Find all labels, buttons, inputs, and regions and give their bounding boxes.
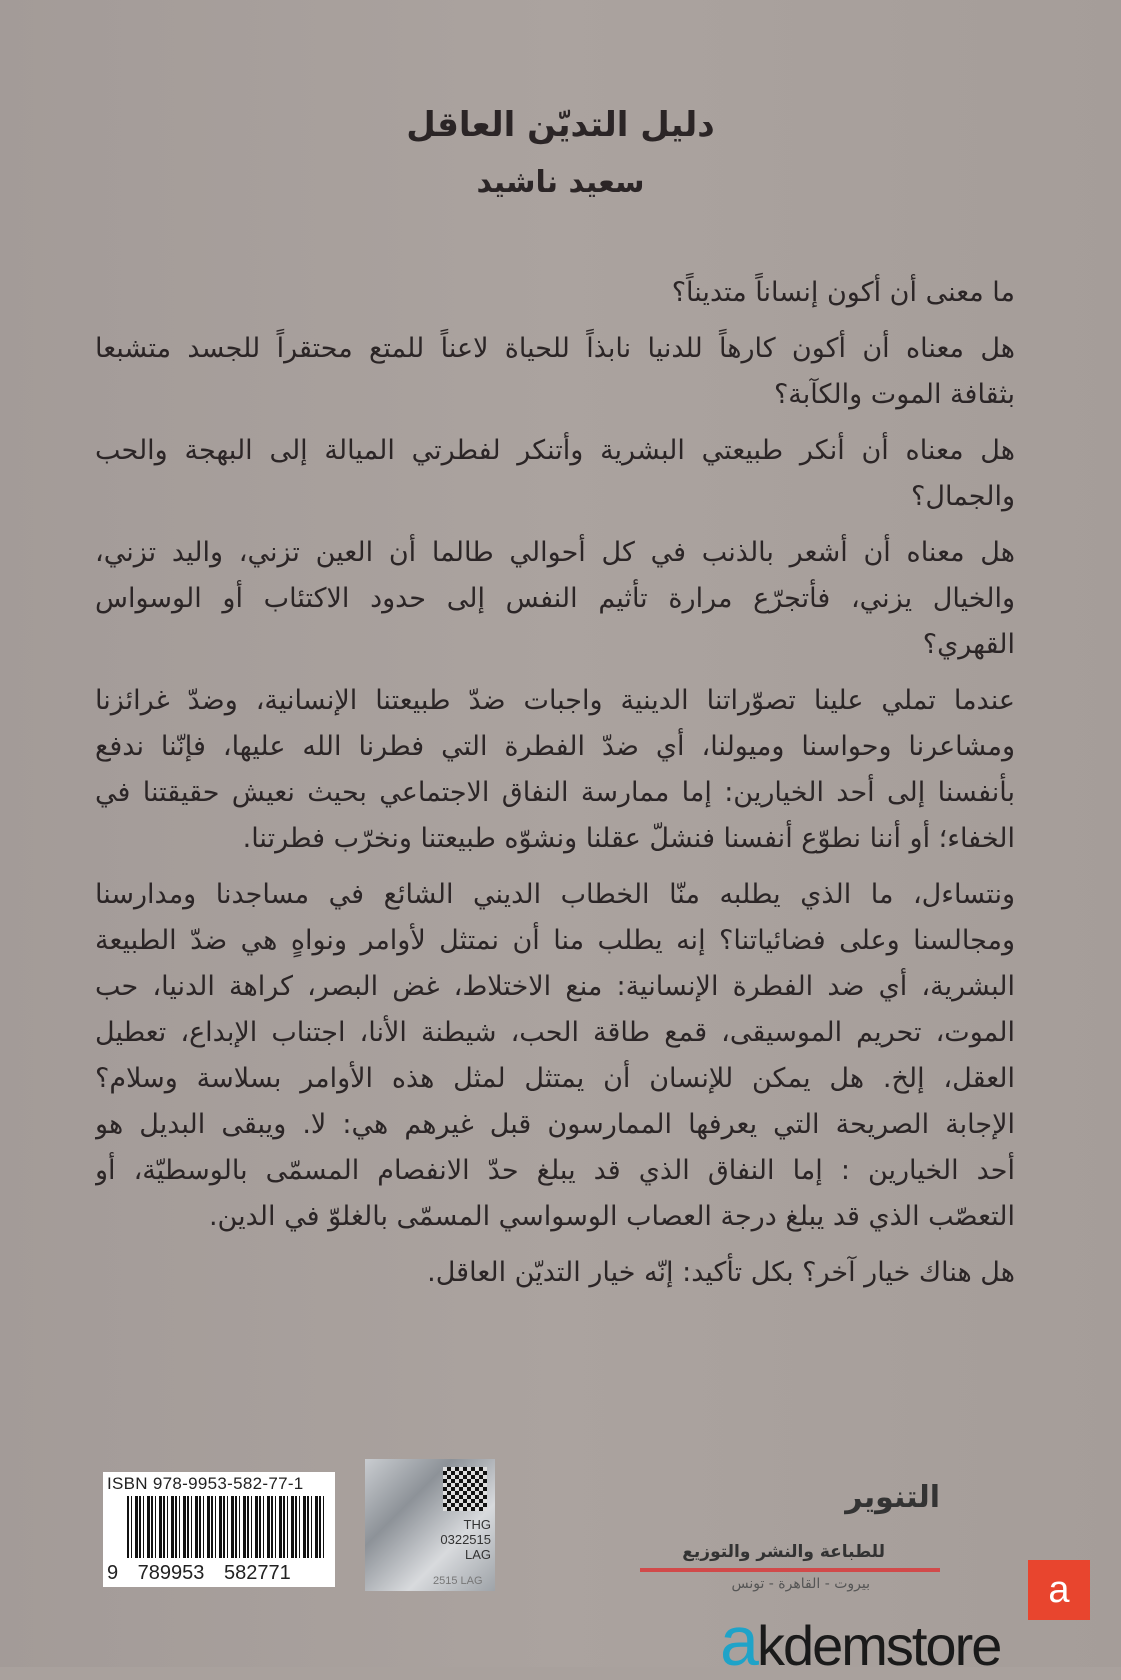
blurb-line: التعصّب الذي قد يبلغ درجة العصاب الوسواسي المسمّى بالغلوّ في الدين. [208,1201,1015,1232]
isbn-barcode [103,1472,335,1587]
book-author: سعيد ناشيد [476,165,645,200]
blurb-line: ما معنى أن أكون إنساناً متديناً؟ [671,277,1015,308]
blurb-line: الموت، تحريم الموسيقى، قمع طاقة الحب، شيطنة الأنا، اجتناب الإبداع، تعطيل [95,1017,1015,1048]
book-title: دليل التديّن العاقل [406,105,715,145]
blurb-line: القهري؟ [922,629,1015,660]
store-watermark-text: kdemstore [756,1614,1001,1677]
blurb-paragraph [95,678,1015,862]
blurb-line: الإجابة الصريحة التي يعرفها الممارسون قبل غيرهم هي: لا. ويبقى البديل هو [95,1109,1015,1140]
blurb-line: ونتساءل، ما الذي يطلبه منّا الخطاب الديني الشائع في مساجدنا ومدارسنا [95,879,1015,910]
store-watermark-a: a [720,1602,757,1680]
hologram-faint-code: 2515 LAG [433,1575,483,1587]
store-watermark [720,1602,1001,1680]
publisher-logo-mark: التنوير [845,1480,940,1515]
blurb-paragraph [95,530,1015,668]
blurb-paragraph [95,270,1015,316]
blurb-line: بأنفسنا إلى أحد الخيارين: إما ممارسة النفاق الاجتماعي بحيث نعيش حقيقتنا في [95,777,1015,808]
blurb-text [95,270,1015,1306]
blurb-line: البشرية، أي ضد الفطرة الإنسانية: منع الاختلاط، غض البصر، كراهة الدنيا، حب [95,971,1015,1002]
blurb-line: هل معناه أن أشعر بالذنب في كل أحوالي طالما أن العين تزني، واليد تزني، [95,537,1015,568]
publisher-cities: بيروت - القاهرة - تونس [731,1576,870,1592]
store-book-icon: a [1028,1560,1090,1620]
qr-code-icon [443,1467,487,1511]
blurb-line: والخيال يزني، فأتجرّع مرارة تأثيم النفس إلى حدود الاكتئاب أو الوسواس [95,583,1015,614]
blurb-line: هل معناه أن أنكر طبيعتي البشرية وأتنكر لفطرتي الميالة إلى البهجة والحب [95,435,1015,466]
blurb-line: عندما تملي علينا تصوّراتنا الدينية واجبات ضدّ طبيعتنا الإنسانية، وضدّ غرائزنا [95,685,1015,716]
blurb-line: العقل، إلخ. هل يمكن للإنسان أن يمتثل لمثل هذه الأوامر بسلاسة وسلام؟ [95,1063,1015,1094]
blurb-line: بثقافة الموت والكآبة؟ [773,379,1015,410]
barcode-bars [127,1496,327,1558]
hologram-code: THG 0322515 LAG [440,1517,491,1562]
blurb-paragraph [95,326,1015,418]
blurb-line: أحد الخيارين : إما النفاق الذي قد يبلغ حدّ الانفصام المسمّى بالوسطيّة، أو [95,1155,1015,1186]
isbn-number: ISBN 978-9953-582-77-1 [107,1474,304,1493]
publisher-divider [640,1568,940,1572]
hologram-sticker [365,1459,495,1591]
blurb-paragraph [95,872,1015,1240]
blurb-line: ومجالسنا وعلى فضائياتنا؟ إنه يطلب منا أن نمتثل لأوامر ونواهٍ هي ضدّ الطبيعة [95,925,1015,956]
blurb-line: والجمال؟ [911,481,1015,512]
blurb-line: الخفاء؛ أو أننا نطوّع أنفسنا فنشلّ عقلنا ونشوّه طبيعتنا ونخرّب فطرتنا. [242,823,1015,854]
blurb-paragraph [95,428,1015,520]
blurb-line: هل هناك خيار آخر؟ بكل تأكيد: إنّه خيار التديّن العاقل. [427,1257,1015,1288]
blurb-paragraph [95,1250,1015,1296]
blurb-line: هل معناه أن أكون كارهاً للدنيا نابذاً للحياة لاعناً للمتع محتقراً للجسد متشبعا [95,333,1015,364]
blurb-line: ومشاعرنا وحواسنا وميولنا، أي ضدّ الفطرة التي فطرنا الله عليها، فإنّنا ندفع [95,731,1015,762]
barcode-digits: 9 789953 582771 [107,1562,291,1584]
publisher-name: للطباعة والنشر والتوزيع [682,1542,885,1562]
